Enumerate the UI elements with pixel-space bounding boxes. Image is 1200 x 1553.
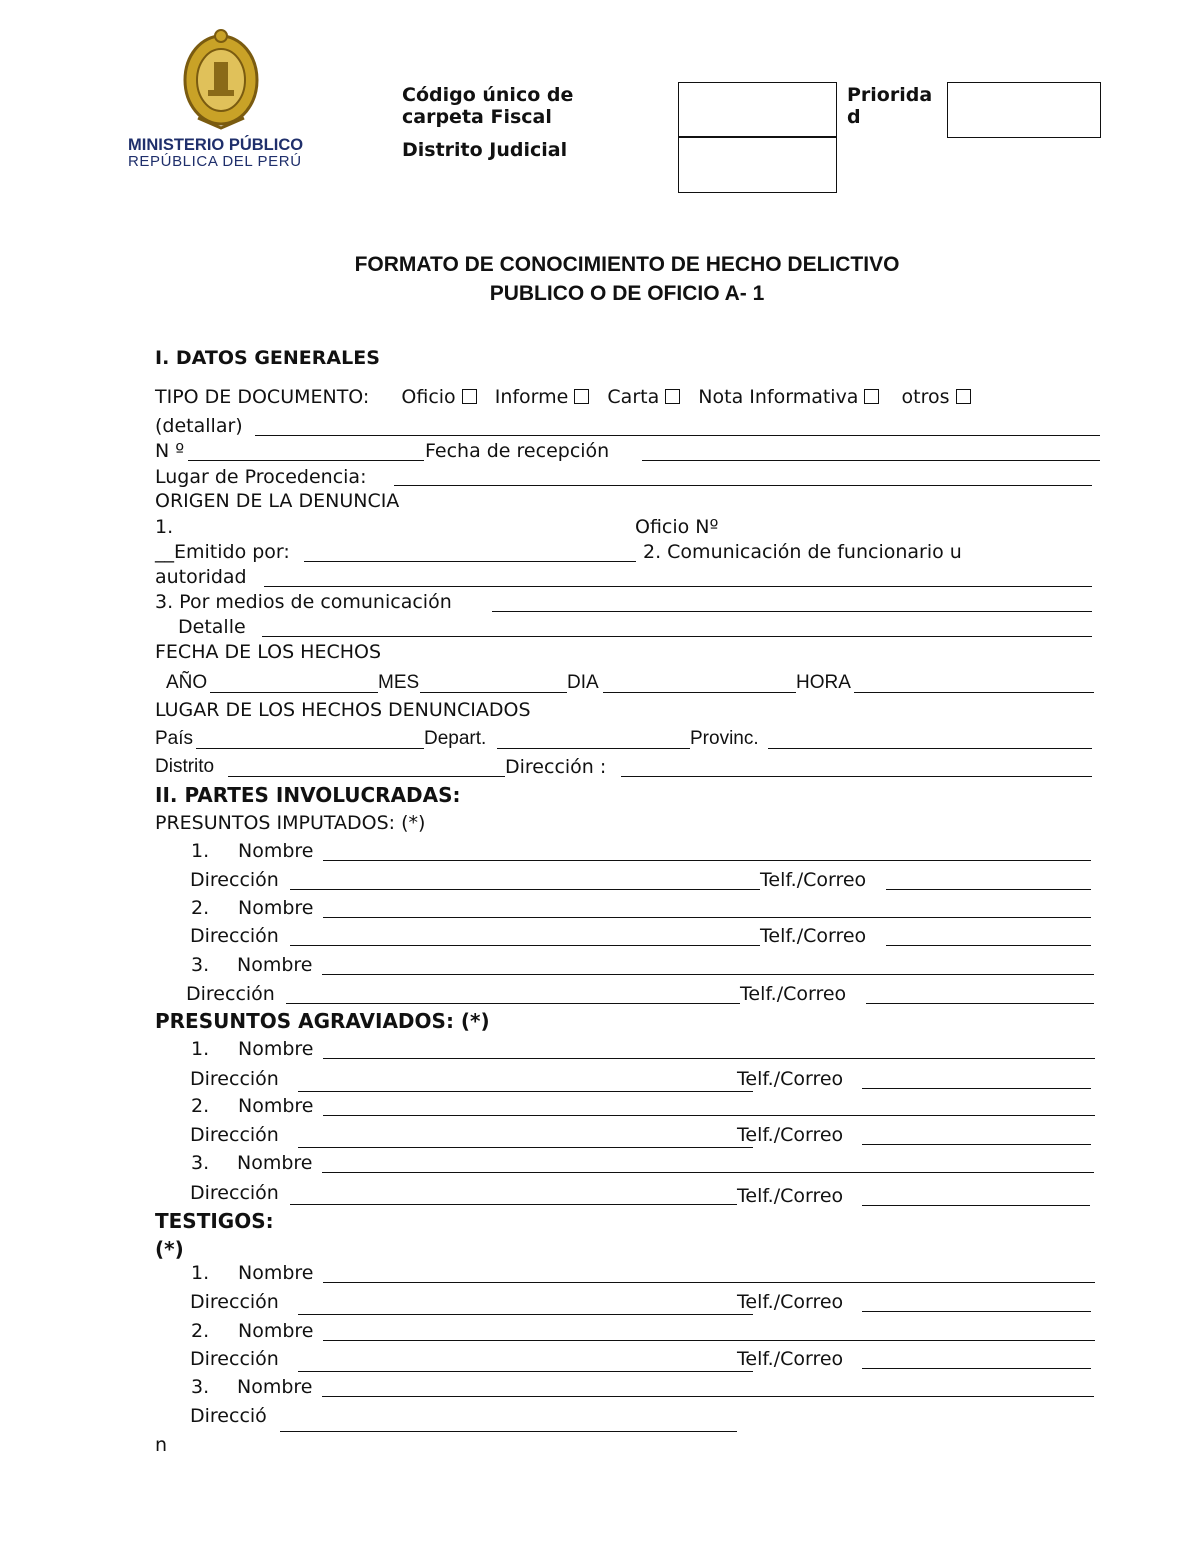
imputado-3-nombre-line[interactable] bbox=[322, 974, 1094, 975]
imputado-3-nombre-label: Nombre bbox=[237, 954, 313, 976]
depart-line[interactable] bbox=[497, 748, 690, 749]
depart-label: Depart. bbox=[424, 728, 487, 749]
hora-label: HORA bbox=[796, 672, 851, 693]
imputado-3-direccion-label: Dirección bbox=[186, 983, 275, 1005]
lugar-hechos-label: LUGAR DE LOS HECHOS DENUNCIADOS bbox=[155, 699, 531, 721]
fecha-recepcion-line[interactable] bbox=[642, 460, 1100, 461]
testigo-1-direccion-label: Dirección bbox=[190, 1291, 279, 1313]
pais-label: País bbox=[155, 728, 194, 749]
testigo-2-nombre-label: Nombre bbox=[238, 1320, 314, 1342]
checkbox-otros[interactable] bbox=[956, 389, 971, 404]
testigo-3-nombre-line[interactable] bbox=[322, 1396, 1094, 1397]
agraviado-1-telf-line[interactable] bbox=[862, 1088, 1091, 1089]
distrito-label: Distrito bbox=[155, 756, 215, 777]
logo-line-2: REPÚBLICA DEL PERÚ bbox=[128, 153, 302, 170]
agraviado-2-nombre-label: Nombre bbox=[238, 1095, 314, 1117]
tipo-documento-label: TIPO DE DOCUMENTO: bbox=[155, 386, 370, 408]
fecha-recepcion-label: Fecha de recepción bbox=[425, 440, 610, 462]
agraviado-2-direccion-label: Dirección bbox=[190, 1124, 279, 1146]
imputado-1-telf-label: Telf./Correo bbox=[760, 869, 867, 891]
agraviado-3-telf-label: Telf./Correo bbox=[737, 1185, 844, 1207]
direccion-hechos-label: Dirección : bbox=[505, 756, 607, 778]
option-oficio[interactable]: Oficio bbox=[401, 386, 476, 408]
imputado-2-telf-line[interactable] bbox=[886, 945, 1091, 946]
detallar-label: (detallar) bbox=[155, 415, 243, 437]
testigos-label: TESTIGOS: bbox=[155, 1209, 274, 1233]
agraviado-3-number: 3. bbox=[191, 1152, 210, 1174]
imputado-1-nombre-label: Nombre bbox=[238, 840, 314, 862]
testigo-1-direccion-line[interactable] bbox=[298, 1314, 753, 1315]
agraviado-2-direccion-line[interactable] bbox=[298, 1147, 753, 1148]
checkbox-informe[interactable] bbox=[574, 389, 589, 404]
checkbox-nota-informativa[interactable] bbox=[864, 389, 879, 404]
section-1-heading: I. DATOS GENERALES bbox=[155, 347, 380, 369]
mes-line[interactable] bbox=[420, 692, 567, 693]
emitido-por-line[interactable] bbox=[304, 561, 636, 562]
provinc-line[interactable] bbox=[768, 748, 1092, 749]
testigo-1-telf-line[interactable] bbox=[862, 1311, 1091, 1312]
form-title-line-2: PUBLICO O DE OFICIO A- 1 bbox=[489, 282, 765, 305]
dia-label: DIA bbox=[567, 672, 599, 693]
autoridad-line[interactable] bbox=[264, 586, 1092, 587]
prioridad-box[interactable] bbox=[947, 82, 1101, 138]
agraviado-3-direccion-label: Dirección bbox=[190, 1182, 279, 1204]
agraviado-1-number: 1. bbox=[191, 1038, 210, 1060]
agraviado-1-nombre-line[interactable] bbox=[323, 1058, 1095, 1059]
testigo-2-direccion-line[interactable] bbox=[298, 1371, 753, 1372]
imputado-1-direccion-line[interactable] bbox=[290, 889, 760, 890]
agraviado-1-direccion-label: Dirección bbox=[190, 1068, 279, 1090]
seal-emblem-icon bbox=[126, 28, 316, 138]
imputado-2-direccion-label: Dirección bbox=[190, 925, 279, 947]
testigo-1-nombre-line[interactable] bbox=[323, 1282, 1095, 1283]
logo-line-1: MINISTERIO PÚBLICO bbox=[128, 136, 304, 154]
testigo-2-nombre-line[interactable] bbox=[323, 1340, 1095, 1341]
oficio-no-label: Oficio Nº bbox=[635, 516, 719, 538]
origen-1-label: 1. bbox=[155, 516, 174, 538]
anio-line[interactable] bbox=[210, 692, 378, 693]
agraviado-1-telf-label: Telf./Correo bbox=[737, 1068, 844, 1090]
distrito-line[interactable] bbox=[228, 776, 505, 777]
codigo-label-1: Código único de bbox=[402, 84, 574, 106]
checkbox-carta[interactable] bbox=[665, 389, 680, 404]
autoridad-label: autoridad bbox=[155, 566, 247, 588]
agraviado-1-direccion-line[interactable] bbox=[298, 1091, 753, 1092]
medios-comunicacion-line[interactable] bbox=[492, 611, 1092, 612]
fecha-hechos-label: FECHA DE LOS HECHOS bbox=[155, 641, 382, 663]
numero-label: N º bbox=[155, 440, 185, 462]
agraviado-2-nombre-line[interactable] bbox=[323, 1115, 1095, 1116]
imputado-2-telf-label: Telf./Correo bbox=[760, 925, 867, 947]
testigo-1-number: 1. bbox=[191, 1262, 210, 1284]
imputado-1-nombre-line[interactable] bbox=[323, 860, 1091, 861]
codigo-label-2: carpeta Fiscal bbox=[402, 106, 552, 128]
dia-line[interactable] bbox=[603, 692, 796, 693]
imputado-1-direccion-label: Dirección bbox=[190, 869, 279, 891]
lugar-procedencia-label: Lugar de Procedencia: bbox=[155, 466, 367, 488]
imputado-2-nombre-line[interactable] bbox=[323, 917, 1091, 918]
testigo-2-number: 2. bbox=[191, 1320, 210, 1342]
testigo-3-number: 3. bbox=[191, 1376, 210, 1398]
provinc-label: Provinc. bbox=[690, 728, 759, 749]
option-informe[interactable]: Informe bbox=[495, 386, 590, 408]
prioridad-label-2: d bbox=[847, 106, 861, 128]
detalle-label: Detalle bbox=[178, 616, 246, 638]
imputado-3-direccion-line[interactable] bbox=[286, 1003, 740, 1004]
imputado-1-number: 1. bbox=[191, 840, 210, 862]
prioridad-label-1: Priorida bbox=[847, 84, 933, 106]
testigo-2-telf-line[interactable] bbox=[862, 1368, 1091, 1369]
imputado-2-direccion-line[interactable] bbox=[290, 945, 760, 946]
distrito-judicial-label: Distrito Judicial bbox=[402, 139, 568, 161]
comunicacion-funcionario-label: 2. Comunicación de funcionario u bbox=[643, 541, 962, 563]
detallar-line[interactable] bbox=[255, 435, 1100, 436]
imputado-3-number: 3. bbox=[191, 954, 210, 976]
option-nota-informativa[interactable]: Nota Informativa bbox=[698, 386, 879, 408]
hora-line[interactable] bbox=[854, 692, 1094, 693]
agraviado-3-telf-line[interactable] bbox=[862, 1205, 1090, 1206]
testigo-3-direccion-line[interactable] bbox=[280, 1431, 737, 1432]
medios-comunicacion-label: 3. Por medios de comunicación bbox=[155, 591, 452, 613]
distrito-judicial-box[interactable] bbox=[678, 136, 837, 193]
imputado-3-telf-label: Telf./Correo bbox=[740, 983, 847, 1005]
agraviado-2-telf-label: Telf./Correo bbox=[737, 1124, 844, 1146]
option-otros[interactable]: otros bbox=[902, 386, 971, 408]
testigo-2-telf-label: Telf./Correo bbox=[737, 1348, 844, 1370]
tipo-documento-row bbox=[155, 386, 983, 408]
agraviado-1-nombre-label: Nombre bbox=[238, 1038, 314, 1060]
codigo-carpeta-box[interactable] bbox=[678, 82, 837, 138]
anio-label: AÑO bbox=[166, 672, 208, 693]
form-title-line-1: FORMATO DE CONOCIMIENTO DE HECHO DELICTIVO bbox=[354, 253, 900, 276]
imputado-3-telf-line[interactable] bbox=[866, 1003, 1094, 1004]
ministerio-publico-logo bbox=[126, 28, 316, 178]
option-carta[interactable]: Carta bbox=[607, 386, 680, 408]
agraviado-3-nombre-label: Nombre bbox=[237, 1152, 313, 1174]
presuntos-agraviados-label: PRESUNTOS AGRAVIADOS: (*) bbox=[155, 1009, 490, 1033]
testigo-1-nombre-label: Nombre bbox=[238, 1262, 314, 1284]
checkbox-oficio[interactable] bbox=[462, 389, 477, 404]
testigo-2-direccion-label: Dirección bbox=[190, 1348, 279, 1370]
pais-line[interactable] bbox=[196, 748, 424, 749]
section-2-heading: II. PARTES INVOLUCRADAS: bbox=[155, 783, 461, 807]
lugar-procedencia-line[interactable] bbox=[394, 485, 1092, 486]
testigo-3-nombre-label: Nombre bbox=[237, 1376, 313, 1398]
agraviado-2-telf-line[interactable] bbox=[862, 1144, 1091, 1145]
emitido-por-label: __Emitido por: bbox=[155, 541, 290, 563]
numero-line[interactable] bbox=[188, 460, 424, 461]
testigo-1-telf-label: Telf./Correo bbox=[737, 1291, 844, 1313]
direccion-hechos-line[interactable] bbox=[621, 776, 1092, 777]
origen-denuncia-label: ORIGEN DE LA DENUNCIA bbox=[155, 490, 400, 512]
presuntos-imputados-label: PRESUNTOS IMPUTADOS: (*) bbox=[155, 812, 426, 834]
testigo-3-direccion-label: Direcció bbox=[190, 1405, 267, 1427]
agraviado-3-direccion-line[interactable] bbox=[290, 1204, 737, 1205]
testigos-asterisk: (*) bbox=[155, 1237, 184, 1261]
imputado-2-nombre-label: Nombre bbox=[238, 897, 314, 919]
agraviado-3-nombre-line[interactable] bbox=[322, 1172, 1094, 1173]
imputado-2-number: 2. bbox=[191, 897, 210, 919]
agraviado-2-number: 2. bbox=[191, 1095, 210, 1117]
testigo-3-direccion-label-end: n bbox=[155, 1434, 168, 1456]
detalle-line[interactable] bbox=[262, 636, 1092, 637]
imputado-1-telf-line[interactable] bbox=[886, 889, 1091, 890]
mes-label: MES bbox=[378, 672, 420, 693]
